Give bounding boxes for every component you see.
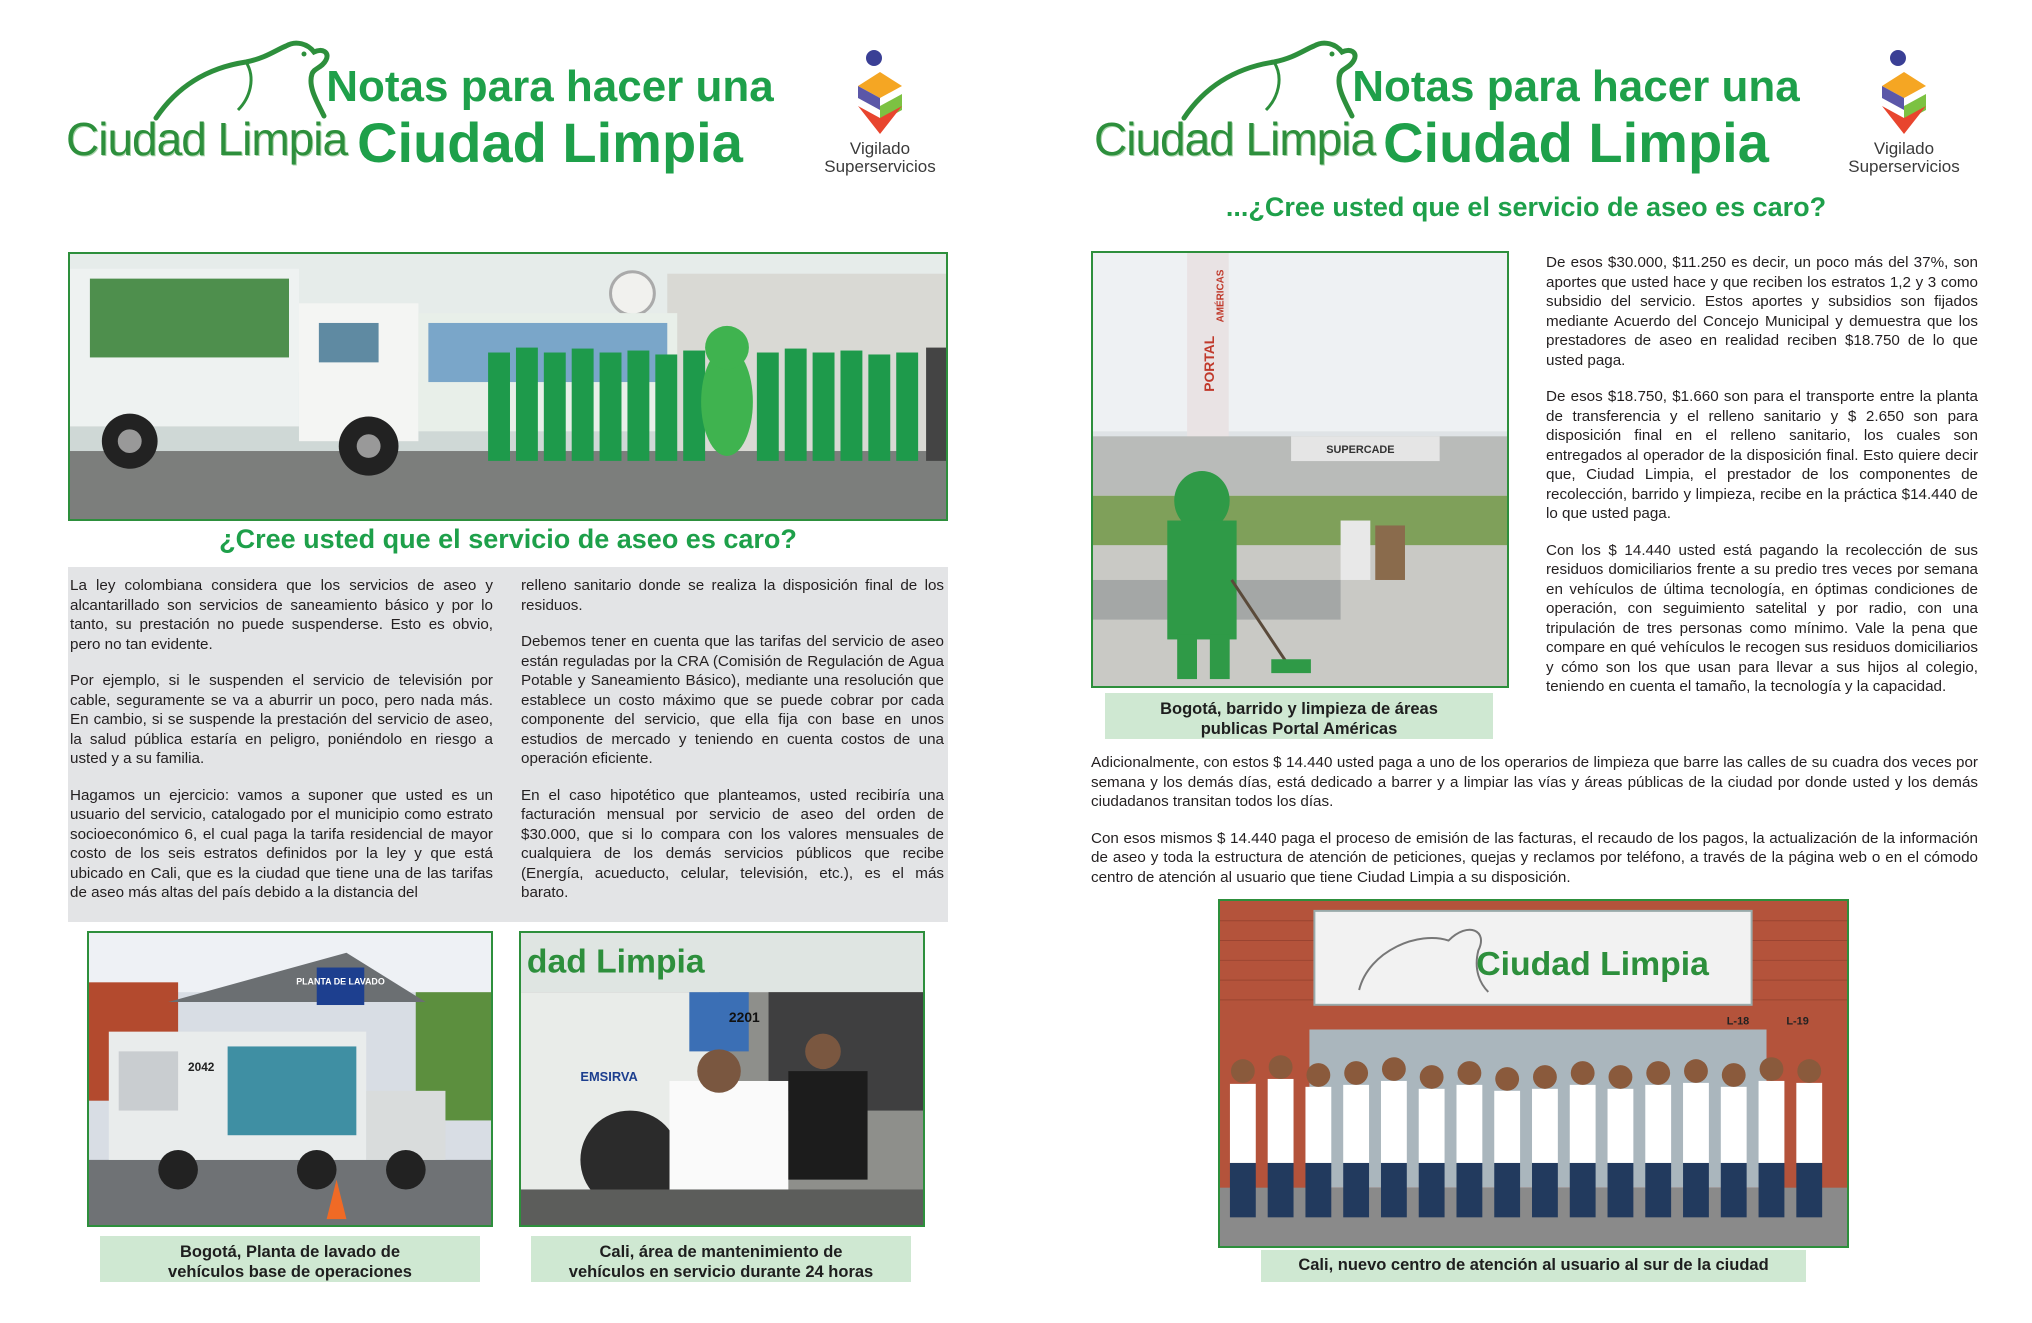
- truck-number: 2042: [188, 1060, 215, 1075]
- vigilado-superservicios: [810, 48, 950, 188]
- paragraph: Con los $ 14.440 usted está pagando la recolección de sus residuos domiciliarios frente a su predio tres veces por semana en vehículos de última tecnología, en óptimas condiciones de operación, con seguimiento satelital y por radio, con una tripulación de tres personas como mínimo. Vale la pena que compare en qué vehículos le recogen sus residuos domiciliarios y cómo son los que usan para llevar a sus hijos al colegio, teniendo en cuenta el tamaño, la tecnología y la capacidad.: [1546, 541, 1978, 695]
- left-column-2: [521, 576, 944, 920]
- caption-maintenance: [531, 1236, 911, 1282]
- title-line1: Notas para hacer una: [326, 62, 774, 111]
- title-line2: Ciudad Limpia: [1383, 111, 1769, 174]
- caption-line: Bogotá, barrido y limpieza de áreas: [1160, 700, 1438, 718]
- vigilado-line2: Superservicios: [1848, 157, 1960, 176]
- sign-text: PLANTA DE LAVADO: [296, 976, 385, 987]
- paragraph: La ley colombiana considera que los servicios de aseo y alcantarillado son servicios de saneamiento básico y por lo tanto, su prestación no puede suspenderse. Esto es obvio, pero no tan evidente.: [70, 577, 493, 653]
- caption-line: Cali, nuevo centro de atención al usuario al sur de la ciudad: [1298, 1256, 1769, 1274]
- caption-line: Bogotá, Planta de lavado de: [179, 1243, 401, 1261]
- vigilado-line1: Vigilado: [849, 139, 911, 158]
- vigilado-line1: Vigilado: [1873, 139, 1935, 158]
- caption-washing-plant: [100, 1236, 480, 1282]
- paragraph: Por ejemplo, si le suspenden el servicio de televisión por cable, seguramente se va a aburrir un poco, pero nada más. En cambio, si se suspende la prestación del servicio de aseo, la salud pública estaría en peligro, poniéndolo en riesgo a usted y a su familia.: [70, 672, 493, 767]
- paragraph: Hagamos un ejercicio: vamos a suponer que usted es un usuario del servicio, catalogado por el municipio como estrato socioeconómico 6, el cual paga la tarifa residencial de mayor costo de los seis estratos definidos por la ley y que está ubicado en Cali, que es la ciudad que tiene una de las tarifas de aseo más altas del país debido a la distancia del: [70, 786, 493, 901]
- title-line2: Ciudad Limpia: [357, 111, 743, 174]
- logo-text: Ciudad Limpia: [66, 113, 348, 165]
- truck2-number: 2201: [728, 1008, 760, 1025]
- store-sign-text: Ciudad Limpia: [1476, 946, 1709, 984]
- caption-line: vehículos en servicio durante 24 horas: [568, 1263, 874, 1281]
- store-l19: L-19: [1786, 1015, 1809, 1028]
- caption-line: Cali, área de mantenimiento de: [599, 1243, 843, 1261]
- paragraph: En el caso hipotético que planteamos, usted recibiría una facturación mensual por servicio de aseo del orden de $30.000, que si lo compara con los valores mensuales de cualquiera de los demás servicios públicos que recibe (Energía, acueducto, celular, televisión, etc.), es el más barato.: [521, 786, 944, 901]
- title-line1: Notas para hacer una: [1352, 62, 1800, 111]
- photo-maintenance: [519, 931, 925, 1227]
- left-column-1: [70, 576, 493, 920]
- paragraph: Con esos mismos $ 14.440 paga el proceso de emisión de las facturas, el recaudo de los pagos, la actualización de la información de aseo y toda la estructura de atención de peticiones, quejas y reclamos por teléfono, a través de la página web o en el cómodo centro de atención al usuario que tiene Ciudad Limpia a su disposición.: [1091, 829, 1978, 886]
- caption-line: publicas Portal Américas: [1200, 720, 1398, 738]
- supercade-text: SUPERCADE: [1326, 444, 1395, 457]
- caption-portal-americas: [1105, 693, 1493, 739]
- pillar-text1: PORTAL: [1200, 335, 1217, 392]
- superservicios-icon: [1874, 48, 1934, 134]
- photo-washing-plant: [87, 931, 493, 1227]
- right-column: [1546, 253, 1978, 714]
- ciudad-limpia-logo: [66, 38, 348, 168]
- emsirva-text: EMSIRVA: [580, 1068, 638, 1084]
- banner-text: dad Limpia: [526, 943, 705, 981]
- paragraph: De esos $30.000, $11.250 es decir, un poco más del 37%, son aportes que usted hace y que reciben los estratos 1,2 y 3 como subsidio del servicio. Estos aportes y subsidios son fijados mediante Acuerdo del Concejo Municipal y demuestra que los prestadores de aseo en realidad reciben $18.750 de lo que usted paga.: [1546, 254, 1978, 369]
- paragraph: De esos $18.750, $1.660 son para el transporte entre la planta de transferencia y el relleno sanitario y $ 2.650 son para disposición final en el relleno sanitario, los cuales son entregados al operador de la disposición final. Esto quiere decir que, Ciudad Limpia, el prestador de los componentes de recolección, barrido y limpieza, recibe en la práctica $14.440 de lo que usted paga.: [1546, 388, 1978, 522]
- wide-text: [1091, 753, 1978, 904]
- caption-line: vehículos base de operaciones: [168, 1263, 412, 1281]
- hero-photo-crew-trucks: [68, 252, 948, 521]
- page-title: [300, 62, 800, 174]
- paragraph: Adicionalmente, con estos $ 14.440 usted paga a uno de los operarios de limpieza que barre las calles de su cuadra dos veces por semana y los demás días, está dedicado a barrer y a limpiar las vías y áreas públicas de la ciudad por donde usted y los demás ciudadanos transitan todos los días.: [1091, 754, 1978, 810]
- paragraph: relleno sanitario donde se realiza la disposición final de los residuos.: [521, 577, 944, 614]
- ciudad-limpia-logo: [1094, 38, 1376, 168]
- page-title: [1326, 62, 1826, 174]
- photo-customer-center: [1218, 899, 1849, 1248]
- vigilado-line2: Superservicios: [824, 157, 936, 176]
- left-heading: ¿Cree usted que el servicio de aseo es caro?: [219, 524, 797, 554]
- superservicios-icon: [850, 48, 910, 134]
- right-subheading: ...¿Cree usted que el servicio de aseo es caro?: [1225, 192, 1827, 222]
- photo-portal-americas: [1091, 251, 1509, 688]
- vigilado-superservicios: [1834, 48, 1974, 188]
- paragraph: Debemos tener en cuenta que las tarifas del servicio de aseo están reguladas por la CRA (Comisión de Regulación de Agua Potable y Saneamiento Básico), mediante una resolución que establece un costo máximo que se puede cobrar por cada componente del servicio, que ella fija con base en unos estudios de mercado y teniendo en cuenta costos de una operación eficiente.: [521, 633, 944, 767]
- store-l18: L-18: [1726, 1015, 1750, 1028]
- pillar-text2: AMÉRICAS: [1215, 269, 1227, 323]
- logo-text: Ciudad Limpia: [1094, 113, 1376, 165]
- right-page: [1016, 0, 2032, 1323]
- caption-customer-center: [1261, 1250, 1806, 1282]
